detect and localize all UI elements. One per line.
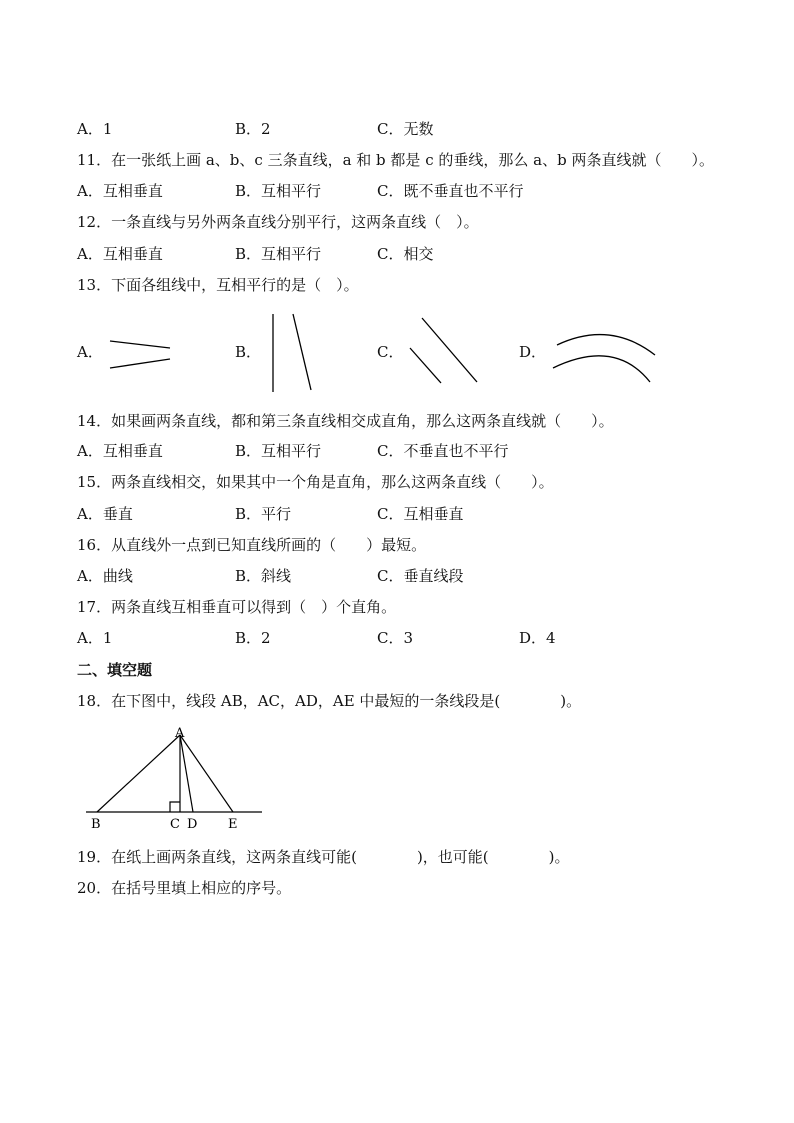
q13-figure-c xyxy=(410,318,477,383)
q13-label-c: C． xyxy=(377,343,404,361)
q13-label-a: A． xyxy=(77,343,103,361)
q13-stem: 13．下面各组线中，互相平行的是（ ）。 xyxy=(77,276,359,294)
q18-stem: 18．在下图中，线段 AB，AC，AD，AE 中最短的一条线段是( )。 xyxy=(77,692,582,710)
q17-stem: 17．两条直线互相垂直可以得到（ ）个直角。 xyxy=(77,598,397,616)
point-c-label: C xyxy=(170,817,180,832)
q13-figure-a xyxy=(110,341,170,368)
q16-option-c: C．垂直线段 xyxy=(377,567,464,585)
q19-stem: 19．在纸上画两条直线，这两条直线可能( )，也可能( )。 xyxy=(77,848,570,866)
q12-option-c: C．相交 xyxy=(377,245,434,263)
q11-options xyxy=(77,180,737,202)
q16-options xyxy=(77,565,737,587)
q11-stem: 11．在一张纸上画 a、b、c 三条直线，a 和 b 都是 c 的垂线，那么 a、b 两条直线就（ ）。 xyxy=(77,151,714,169)
q12-stem: 12．一条直线与另外两条直线分别平行，这两条直线（ ）。 xyxy=(77,213,479,231)
q14-option-b: B．互相平行 xyxy=(235,442,322,460)
q11-option-a: A．互相垂直 xyxy=(77,182,163,200)
q17-option-c: C．3 xyxy=(377,629,414,647)
segment-ad xyxy=(180,735,193,812)
q10-option-a: A．1 xyxy=(77,120,113,138)
q10-option-b: B．2 xyxy=(235,120,271,138)
section-title-fill-in: 二、填空题 xyxy=(77,661,153,679)
q15-option-b: B．平行 xyxy=(235,505,292,523)
q18-figure xyxy=(0,720,794,835)
q11-option-c: C．既不垂直也不平行 xyxy=(377,182,524,200)
q13-figure-d xyxy=(553,335,655,382)
q10-options xyxy=(77,118,737,140)
q14-option-a: A．互相垂直 xyxy=(77,442,163,460)
q13-figure-b xyxy=(273,314,311,392)
point-a-label: A xyxy=(175,726,185,741)
point-b-label: B xyxy=(91,817,101,832)
q17-option-d: D．4 xyxy=(519,629,556,647)
right-angle-mark xyxy=(170,802,180,812)
q14-option-c: C．不垂直也不平行 xyxy=(377,442,509,460)
q15-option-a: A．垂直 xyxy=(77,505,133,523)
q17-options xyxy=(77,627,737,649)
q10-option-c: C．无数 xyxy=(377,120,434,138)
q13-label-d: D． xyxy=(519,343,547,361)
q16-stem: 16．从直线外一点到已知直线所画的（ ）最短。 xyxy=(77,536,427,554)
q12-option-b: B．互相平行 xyxy=(235,245,322,263)
q13-label-b: B． xyxy=(235,343,262,361)
point-d-label: D xyxy=(187,817,198,832)
q16-option-b: B．斜线 xyxy=(235,567,292,585)
q15-options xyxy=(77,503,737,525)
q15-option-c: C．互相垂直 xyxy=(377,505,464,523)
q17-option-b: B．2 xyxy=(235,629,271,647)
q11-option-b: B．互相平行 xyxy=(235,182,322,200)
segment-ab xyxy=(97,735,180,812)
q16-option-a: A．曲线 xyxy=(77,567,133,585)
point-e-label: E xyxy=(228,817,238,832)
q15-stem: 15．两条直线相交，如果其中一个角是直角，那么这两条直线（ ）。 xyxy=(77,473,554,491)
q12-option-a: A．互相垂直 xyxy=(77,245,163,263)
q20-stem: 20．在括号里填上相应的序号。 xyxy=(77,879,292,897)
q13-figures xyxy=(0,300,794,400)
q17-option-a: A．1 xyxy=(77,629,113,647)
q14-options xyxy=(77,440,737,462)
q14-stem: 14．如果画两条直线，都和第三条直线相交成直角，那么这两条直线就（ ）。 xyxy=(77,412,614,430)
segment-ae xyxy=(180,735,233,812)
q12-options xyxy=(77,243,737,265)
